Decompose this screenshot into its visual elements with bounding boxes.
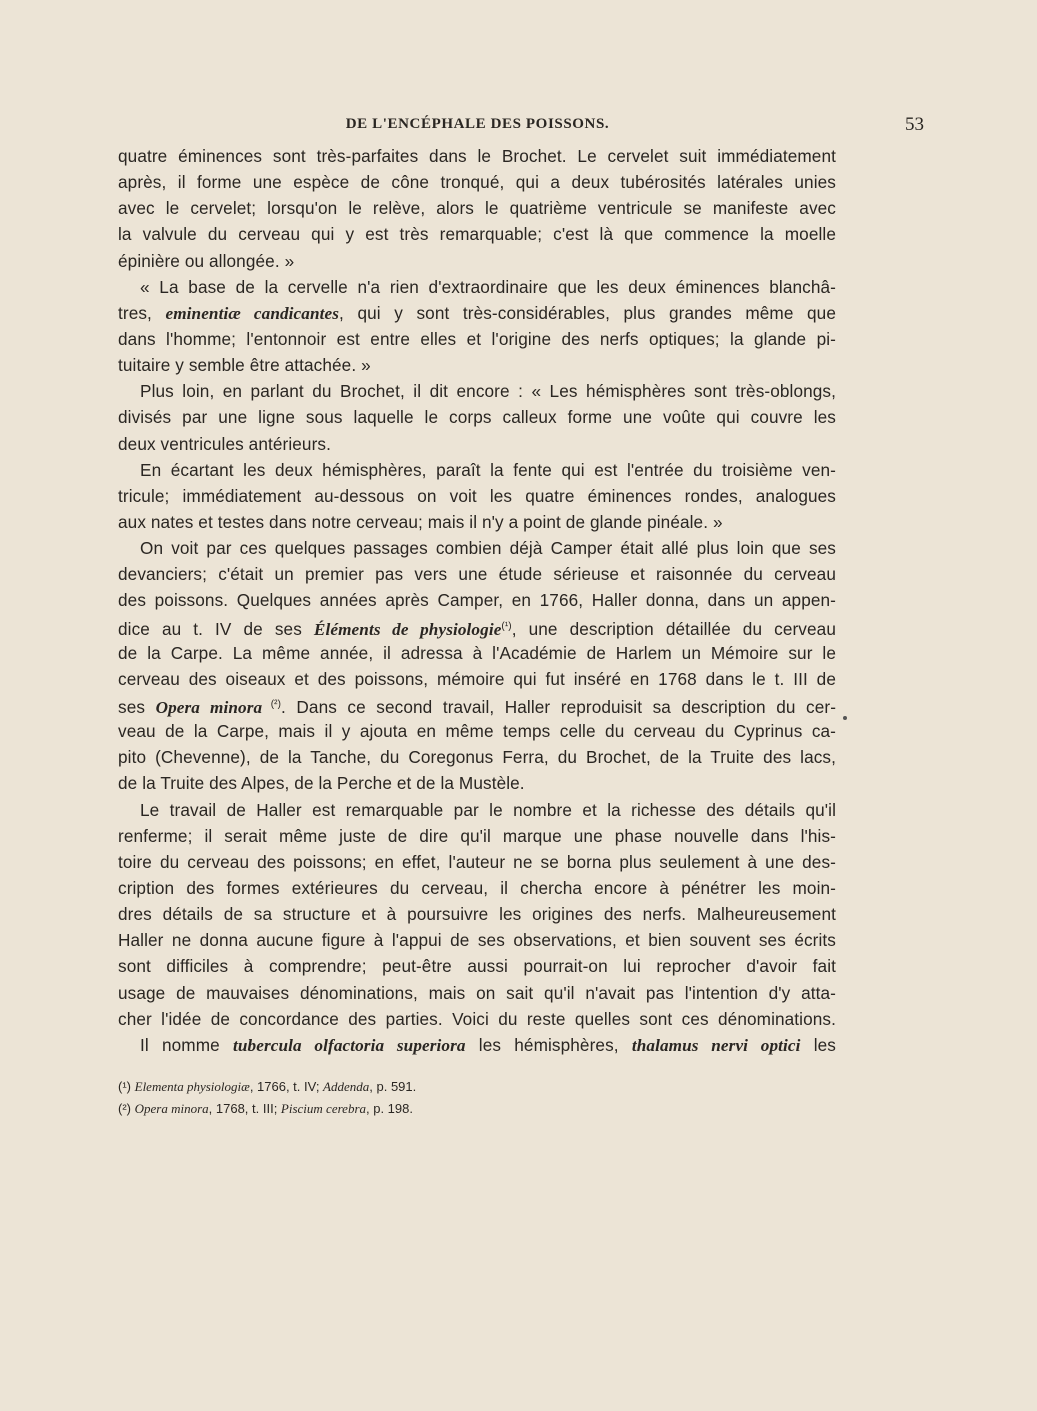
footnote-2 — [118, 1098, 836, 1120]
text-line — [118, 692, 836, 718]
footnote-title: Piscium cerebra — [280, 1101, 366, 1116]
text-line: dres détails de sa structure et à poursuivre les origines des nerfs. Malheureusement — [118, 904, 836, 925]
text-line: sont difficiles à comprendre; peut-être aussi pourrait-on lui reprocher d'avoir fait — [118, 956, 836, 977]
text-line: veau de la Carpe, mais il y ajouta en même temps celle du cerveau du Cyprinus ca- — [118, 721, 836, 742]
text-line: En écartant les deux hémisphères, paraît la fente qui est l'entrée du troisième ven- — [140, 459, 836, 480]
text-line: Le travail de Haller est remarquable par le nombre et la richesse des détails qu'il — [140, 799, 836, 820]
text-span: les hémisphères, — [465, 1034, 632, 1055]
text-line — [118, 614, 836, 640]
book-title: Éléments de physiologie — [313, 619, 502, 639]
text-line: devanciers; c'était un premier pas vers une étude sérieuse et raisonnée du cerveau — [118, 564, 836, 585]
text-line: aux nates et testes dans notre cerveau; mais il n'y a point de glande pinéale. » — [118, 511, 723, 532]
text-span: tres, — [118, 302, 166, 323]
text-line — [118, 300, 836, 326]
text-line: la valvule du cerveau qui y est très remarquable; c'est là que commence la moelle — [118, 224, 836, 245]
footnote-title: Addenda — [323, 1079, 370, 1094]
footnote-mark: (²) — [118, 1101, 131, 1116]
text-line: cription des formes extérieures du cerveau, il chercha encore à pénétrer les moin- — [118, 877, 836, 898]
text-line: des poissons. Quelques années après Camper, en 1766, Haller donna, dans un appen- — [118, 590, 836, 611]
text-line: Plus loin, en parlant du Brochet, il dit encore : « Les hémisphères sont très-oblongs, — [140, 381, 836, 402]
footnote-title: Opera minora — [134, 1101, 209, 1116]
text-span: , une description détaillée du cerveau — [511, 618, 836, 639]
footnote-mark: (¹) — [118, 1079, 131, 1094]
text-line: toire du cerveau des poissons; en effet, l'auteur ne se borna plus seulement à une des- — [118, 851, 836, 872]
text-line: On voit par ces quelques passages combien déjà Camper était allé plus loin que ses — [140, 538, 836, 559]
footnotes — [118, 1076, 836, 1120]
text-line: pito (Chevenne), de la Tanche, du Coregonus Ferra, du Brochet, de la Truite des lacs, — [118, 747, 836, 768]
text-line: divisés par une ligne sous laquelle le corps calleux forme une voûte qui couvre les — [118, 407, 836, 428]
text-line: cerveau des oiseaux et des poissons, mémoire qui fut inséré en 1768 dans le t. III de — [118, 668, 836, 689]
latin-term: thalamus nervi optici — [631, 1035, 801, 1055]
text-line: usage de mauvaises dénominations, mais on sait qu'il n'avait pas l'intention d'y atta- — [118, 982, 836, 1003]
page-number: 53 — [905, 114, 924, 135]
text-line: renferme; il serait même juste de dire qu'il marque une phase nouvelle dans l'his- — [118, 825, 836, 846]
footnote-title: Elementa physiologiæ — [134, 1079, 250, 1094]
text-line: deux ventricules antérieurs. — [118, 433, 331, 454]
text-line: épinière ou allongée. » — [118, 250, 295, 271]
text-span: , 1768, t. III; — [208, 1101, 281, 1116]
latin-term: tubercula olfactoria superiora — [233, 1035, 466, 1055]
book-title: Opera minora — [155, 697, 263, 717]
footnote-ref: (¹) — [501, 620, 512, 632]
text-span: Il nomme — [140, 1034, 233, 1055]
text-span: . Dans ce second travail, Haller reproduisit sa description du cer- — [281, 696, 837, 717]
text-line — [118, 1032, 836, 1058]
running-header — [118, 114, 924, 138]
text-line: « La base de la cervelle n'a rien d'extraordinaire que les deux éminences blanchâ- — [140, 276, 836, 297]
text-line: dans l'homme; l'entonnoir est entre elles et l'origine des nerfs optiques; la glande pi- — [118, 328, 836, 349]
page-header-title: DE L'ENCÉPHALE DES POISSONS. — [345, 116, 610, 132]
text-line: quatre éminences sont très-parfaites dans le Brochet. Le cervelet suit immédiatement — [118, 146, 836, 166]
text-span: , 1766, t. IV; — [249, 1079, 324, 1094]
text-line: tuitaire y semble être attachée. » — [118, 355, 371, 376]
latin-term: eminentiæ candicantes — [165, 303, 340, 323]
text-line: de la Truite des Alpes, de la Perche et de la Mustèle. — [118, 773, 525, 794]
text-line: avec le cervelet; lorsqu'on le relève, alors le quatrième ventricule se manifeste avec — [118, 198, 836, 219]
footnote-1 — [118, 1076, 836, 1098]
text-span: dice au t. IV de ses — [118, 618, 314, 639]
body-text — [118, 143, 836, 1058]
text-span: , qui y sont très-considérables, plus grandes même que — [339, 302, 837, 323]
text-span: les — [800, 1034, 836, 1055]
text-line: Haller ne donna aucune figure à l'appui de ses observations, et bien souvent ses écrits — [118, 930, 836, 951]
text-span: ses — [118, 696, 156, 717]
footnote-ref: (²) — [262, 698, 282, 710]
text-span: , p. 591. — [369, 1079, 417, 1094]
margin-dot — [843, 716, 847, 720]
text-line: cher l'idée de concordance des parties. Voici du reste quelles sont ces dénominations. — [118, 1008, 836, 1029]
text-line: tricule; immédiatement au-dessous on voit les quatre éminences rondes, analogues — [118, 485, 836, 506]
text-line: de la Carpe. La même année, il adressa à l'Académie de Harlem un Mémoire sur le — [118, 642, 836, 663]
text-span: , p. 198. — [366, 1101, 413, 1116]
text-line: après, il forme une espèce de cône tronqué, qui a deux tubérosités latérales unies — [118, 172, 836, 193]
